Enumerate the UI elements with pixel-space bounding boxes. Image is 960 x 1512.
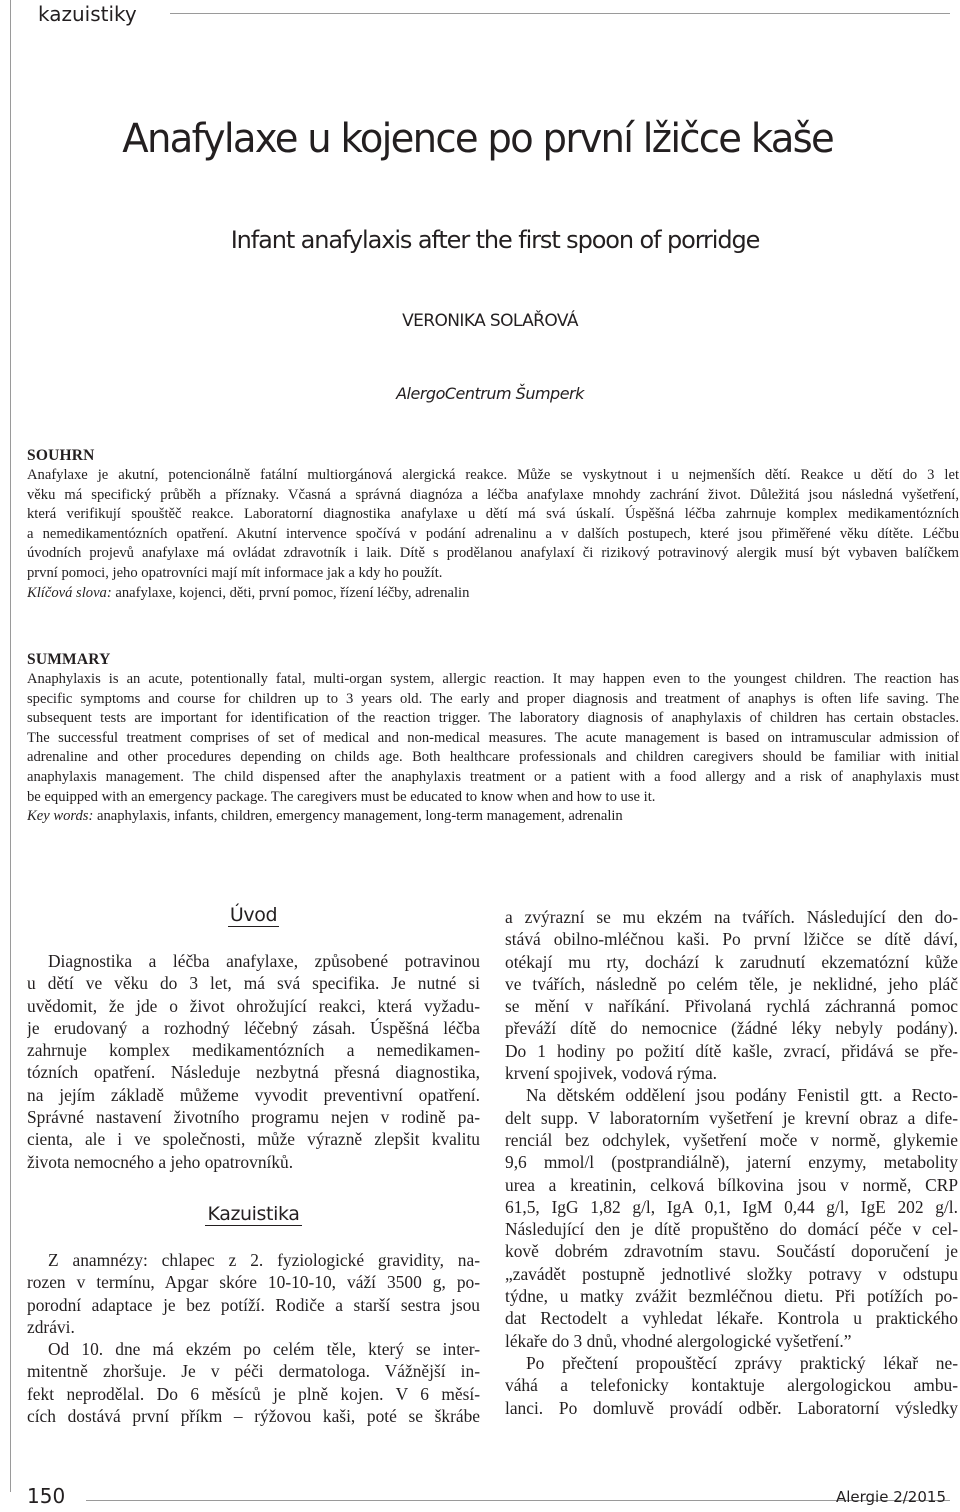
text-line: krvení spojivek, vodová rýma.: [505, 1063, 718, 1084]
text-line: „zavádět postupně jednotlivé složky potravy v odstupu: [505, 1263, 958, 1284]
text-line: která verifikují spouštěč reakce. Laboratorní diagnostika anafylaxe u dětí má svá úskalí. Úspěšná léčba zahrnuje komplex medikamentózních: [27, 506, 959, 523]
text-line: delt supp. V laboratorním vyšetření je krevní obraz a dife-: [505, 1107, 958, 1128]
spacer: [27, 930, 480, 950]
text-line: Anaphylaxis is an acute, potentionally fatal, multi-organ system, allergic reaction. It may happen even to the youngest children. The reaction has: [27, 671, 959, 687]
text-line: tózních opatření. Následuje nezbytná přesná diagnostika,: [27, 1062, 480, 1083]
spacer: [27, 1173, 480, 1199]
text-line: Po přečtení propouštěcí zprávy praktický lékař ne-: [526, 1352, 958, 1373]
text-line: věku má specifický průběh a příznaky. Včasná a správná diagnóza a léčba anafylaxe mnohdy zachrání život. Důležitá jsou následná vyšetření,: [27, 486, 959, 503]
text-line: cienta, ale i ve společnosti, může výrazně zlepšit kvalitu: [27, 1129, 480, 1150]
header-rule: [170, 13, 950, 14]
text-line: týdne, u matky zvážit bezmléčnou dietu. Při potížích po-: [505, 1286, 958, 1307]
spacer: [27, 1229, 480, 1249]
text-line: porodní adaptace je bez potíží. Rodiče a starší sestra jsou: [27, 1294, 480, 1315]
page-number: 150: [27, 1484, 66, 1508]
abstract-czech: [27, 446, 959, 603]
summary-heading: SUMMARY: [27, 651, 111, 668]
text-line: anaphylaxis management. The child dispensed after the anaphylaxis treatment or a patient with a food allergy and a risk of anaphylaxis must: [27, 768, 959, 785]
text-line: Anafylaxe je akutní, potencionálně fatální multiorgánová alergická reakce. Může se vyskytnout i u nejmenších dětí. Reakce u dětí do 3 let: [27, 467, 959, 483]
section-heading-uvod: Úvod: [229, 904, 278, 926]
text-line: kově dobrém zdravotním stavu. Součástí doporučení je: [505, 1241, 958, 1262]
abstract-english: [27, 650, 959, 827]
text-line: se mění v naříkání. Přivolaná rychlá záchranná pomoc: [505, 996, 958, 1017]
text-line: u dětí ve věku do 3 let, má svá specifika. Je nutné si: [27, 973, 480, 994]
text-line: a zvýrazní se mu ekzém na tvářích. Následující den do-: [505, 907, 958, 927]
text-line: první pomoci, jeho opatrovníci mají mít informace jak a kdy ho použít.: [27, 564, 443, 581]
text-line: Správné nastavení životního programu nejen v rodině pa-: [27, 1107, 480, 1128]
text-line: ve tvářích, následně po celém těle, je neklidné, jeho pláč: [505, 973, 958, 994]
text-line: úvodních projevů anafylaxe má ovládat zdravotník i laik. Dítě s prodělanou anafylaxí či rizikový potravinový alergik musí být vybaven balíčkem: [27, 545, 959, 562]
paragraph-kazuistika-1: [27, 1249, 480, 1338]
text-line: The successful treatment comprises of set of medical and non-medical measures. The acute management is based on intramuscular admission of: [27, 729, 959, 746]
key-words-line: [27, 807, 959, 827]
page-left-rule: [10, 0, 11, 1492]
text-line: Následující den je dítě propuštěno do domácí péče v cel-: [505, 1219, 958, 1240]
abstract-heading: SOUHRN: [27, 447, 95, 464]
text-line: stává obilno-mléčnou kaši. Po první lžičce se dítě dáví,: [505, 929, 958, 950]
text-line: je erudovaný a rozhodný léčebný zásah. Úspěšná léčba: [27, 1017, 480, 1038]
text-line: převáží dítě do nemocnice (žádné léky nebyly podány).: [505, 1018, 958, 1039]
text-line: uvědomit, že jde o život ohrožující reakci, která vyžadu-: [27, 995, 480, 1016]
text-line: života nemocného a jeho opatrovníků.: [27, 1151, 294, 1172]
paragraph-right-3: [505, 1352, 958, 1419]
text-line: zahrnuje komplex medikamentózních a nemedikamen-: [27, 1040, 480, 1061]
keywords-label: Klíčová slova:: [27, 584, 112, 601]
text-line: váhá a telefonicky kontaktuje alergologickou ambu-: [505, 1375, 958, 1396]
text-line: 9,6 mmol/l (postprandiálně), jaterní enzymy, metabolity: [505, 1152, 958, 1173]
section-tag: kazuistiky: [38, 2, 137, 26]
text-line: 61,5, IgG 1,82 g/l, IgA 0,1, IgM 0,44 g/l, IgE 202 g/l.: [505, 1196, 958, 1217]
body-column-left: [27, 900, 480, 1427]
text-line: mitentně zhoršuje. Je v péči dermatologa. Vážnější in-: [27, 1361, 480, 1382]
keywords-text: anafylaxe, kojenci, děti, první pomoc, řízení léčby, adrenalin: [115, 584, 470, 601]
article-title: Anafylaxe u kojence po první lžičce kaše: [122, 116, 834, 162]
paragraph-kazuistika-2: [27, 1338, 480, 1427]
author-affiliation: AlergoCentrum Šumperk: [396, 384, 584, 403]
text-line: renciál bez odchylek, vyšetření moče v normě, glykemie: [505, 1129, 958, 1150]
footer-rule: [86, 1500, 950, 1501]
keywords-line: [27, 584, 959, 604]
text-line: rozen v termínu, Apgar skóre 10-10-10, váží 3500 g, po-: [27, 1272, 480, 1293]
paragraph-right-1: [505, 906, 958, 1084]
body-column-right: [505, 906, 958, 1419]
text-line: Do 1 hodiny po požití dítě kašle, zvrací, přidává se pře-: [505, 1040, 958, 1061]
text-line: lékaře do 3 dnů, vhodné alergologické vyšetření.”: [505, 1330, 852, 1351]
section-heading-kazuistika: Kazuistika: [207, 1202, 300, 1225]
text-line: na jejím základě můžeme vyvodit preventivní opatření.: [27, 1084, 480, 1105]
text-line: Z anamnézy: chlapec z 2. fyziologické gravidity, na-: [48, 1249, 480, 1270]
text-line: zdrávi.: [27, 1316, 75, 1337]
journal-issue: Alergie 2/2015: [835, 1488, 946, 1506]
text-line: otékají mu rty, dochází k zarudnutí ekzematózní kůže: [505, 951, 958, 972]
text-line: Diagnostika a léčba anafylaxe, způsobené potravinou: [48, 951, 480, 971]
text-line: be equipped with an emergency package. The caregivers must be educated to know when and how to use it.: [27, 788, 656, 805]
abstract-lines: [27, 466, 959, 584]
paragraph-right-2: [505, 1084, 958, 1352]
key-words-label: Key words:: [27, 808, 94, 825]
text-line: specific symptoms and course for children up to 3 years old. The early and proper diagnosis and treatment of anaphys is often life saving. The: [27, 690, 959, 707]
author-name: VERONIKA SOLAŘOVÁ: [402, 311, 578, 331]
text-line: adrenaline and other procedures depending on childs age. Both healthcare professionals and children caregivers should be familiar with initial: [27, 749, 959, 766]
text-line: lanci. Po domluvě provádí odběr. Laboratorní výsledky: [505, 1397, 958, 1418]
text-line: Od 10. dne má ekzém po celém těle, který se inter-: [48, 1339, 480, 1360]
text-line: fekt neprodělal. Do 6 měsíců je plně kojen. V 6 měsí-: [27, 1383, 480, 1404]
text-line: urea a kreatinin, celková bílkovina jsou v normě, CRP: [505, 1174, 958, 1195]
paragraph-uvod: [27, 950, 480, 1173]
article-subtitle: Infant anafylaxis after the first spoon of porridge: [230, 226, 760, 254]
text-line: subsequent tests are important for identification of the reaction trigger. The laboratory diagnosis of anaphylaxis of children has certain obstacles.: [27, 710, 959, 727]
text-line: cích dostává první příkm – rýžovou kaši, poté se škrábe: [27, 1406, 480, 1427]
key-words-text: anaphylaxis, infants, children, emergency management, long-term management, adrenalin: [97, 808, 623, 825]
text-line: a nemedikamentózních opatření. Akutní intervence spočívá v podání adrenalinu a v dalších postupech, které jsou přiměřené věku dítěte. Léčbu: [27, 525, 959, 542]
text-line: dat Rectodelt a vyhledat lékaře. Kontrola u praktického: [505, 1308, 958, 1329]
text-line: Na dětském oddělení jsou podány Fenistil gtt. a Recto-: [526, 1085, 958, 1106]
summary-lines: [27, 670, 959, 807]
